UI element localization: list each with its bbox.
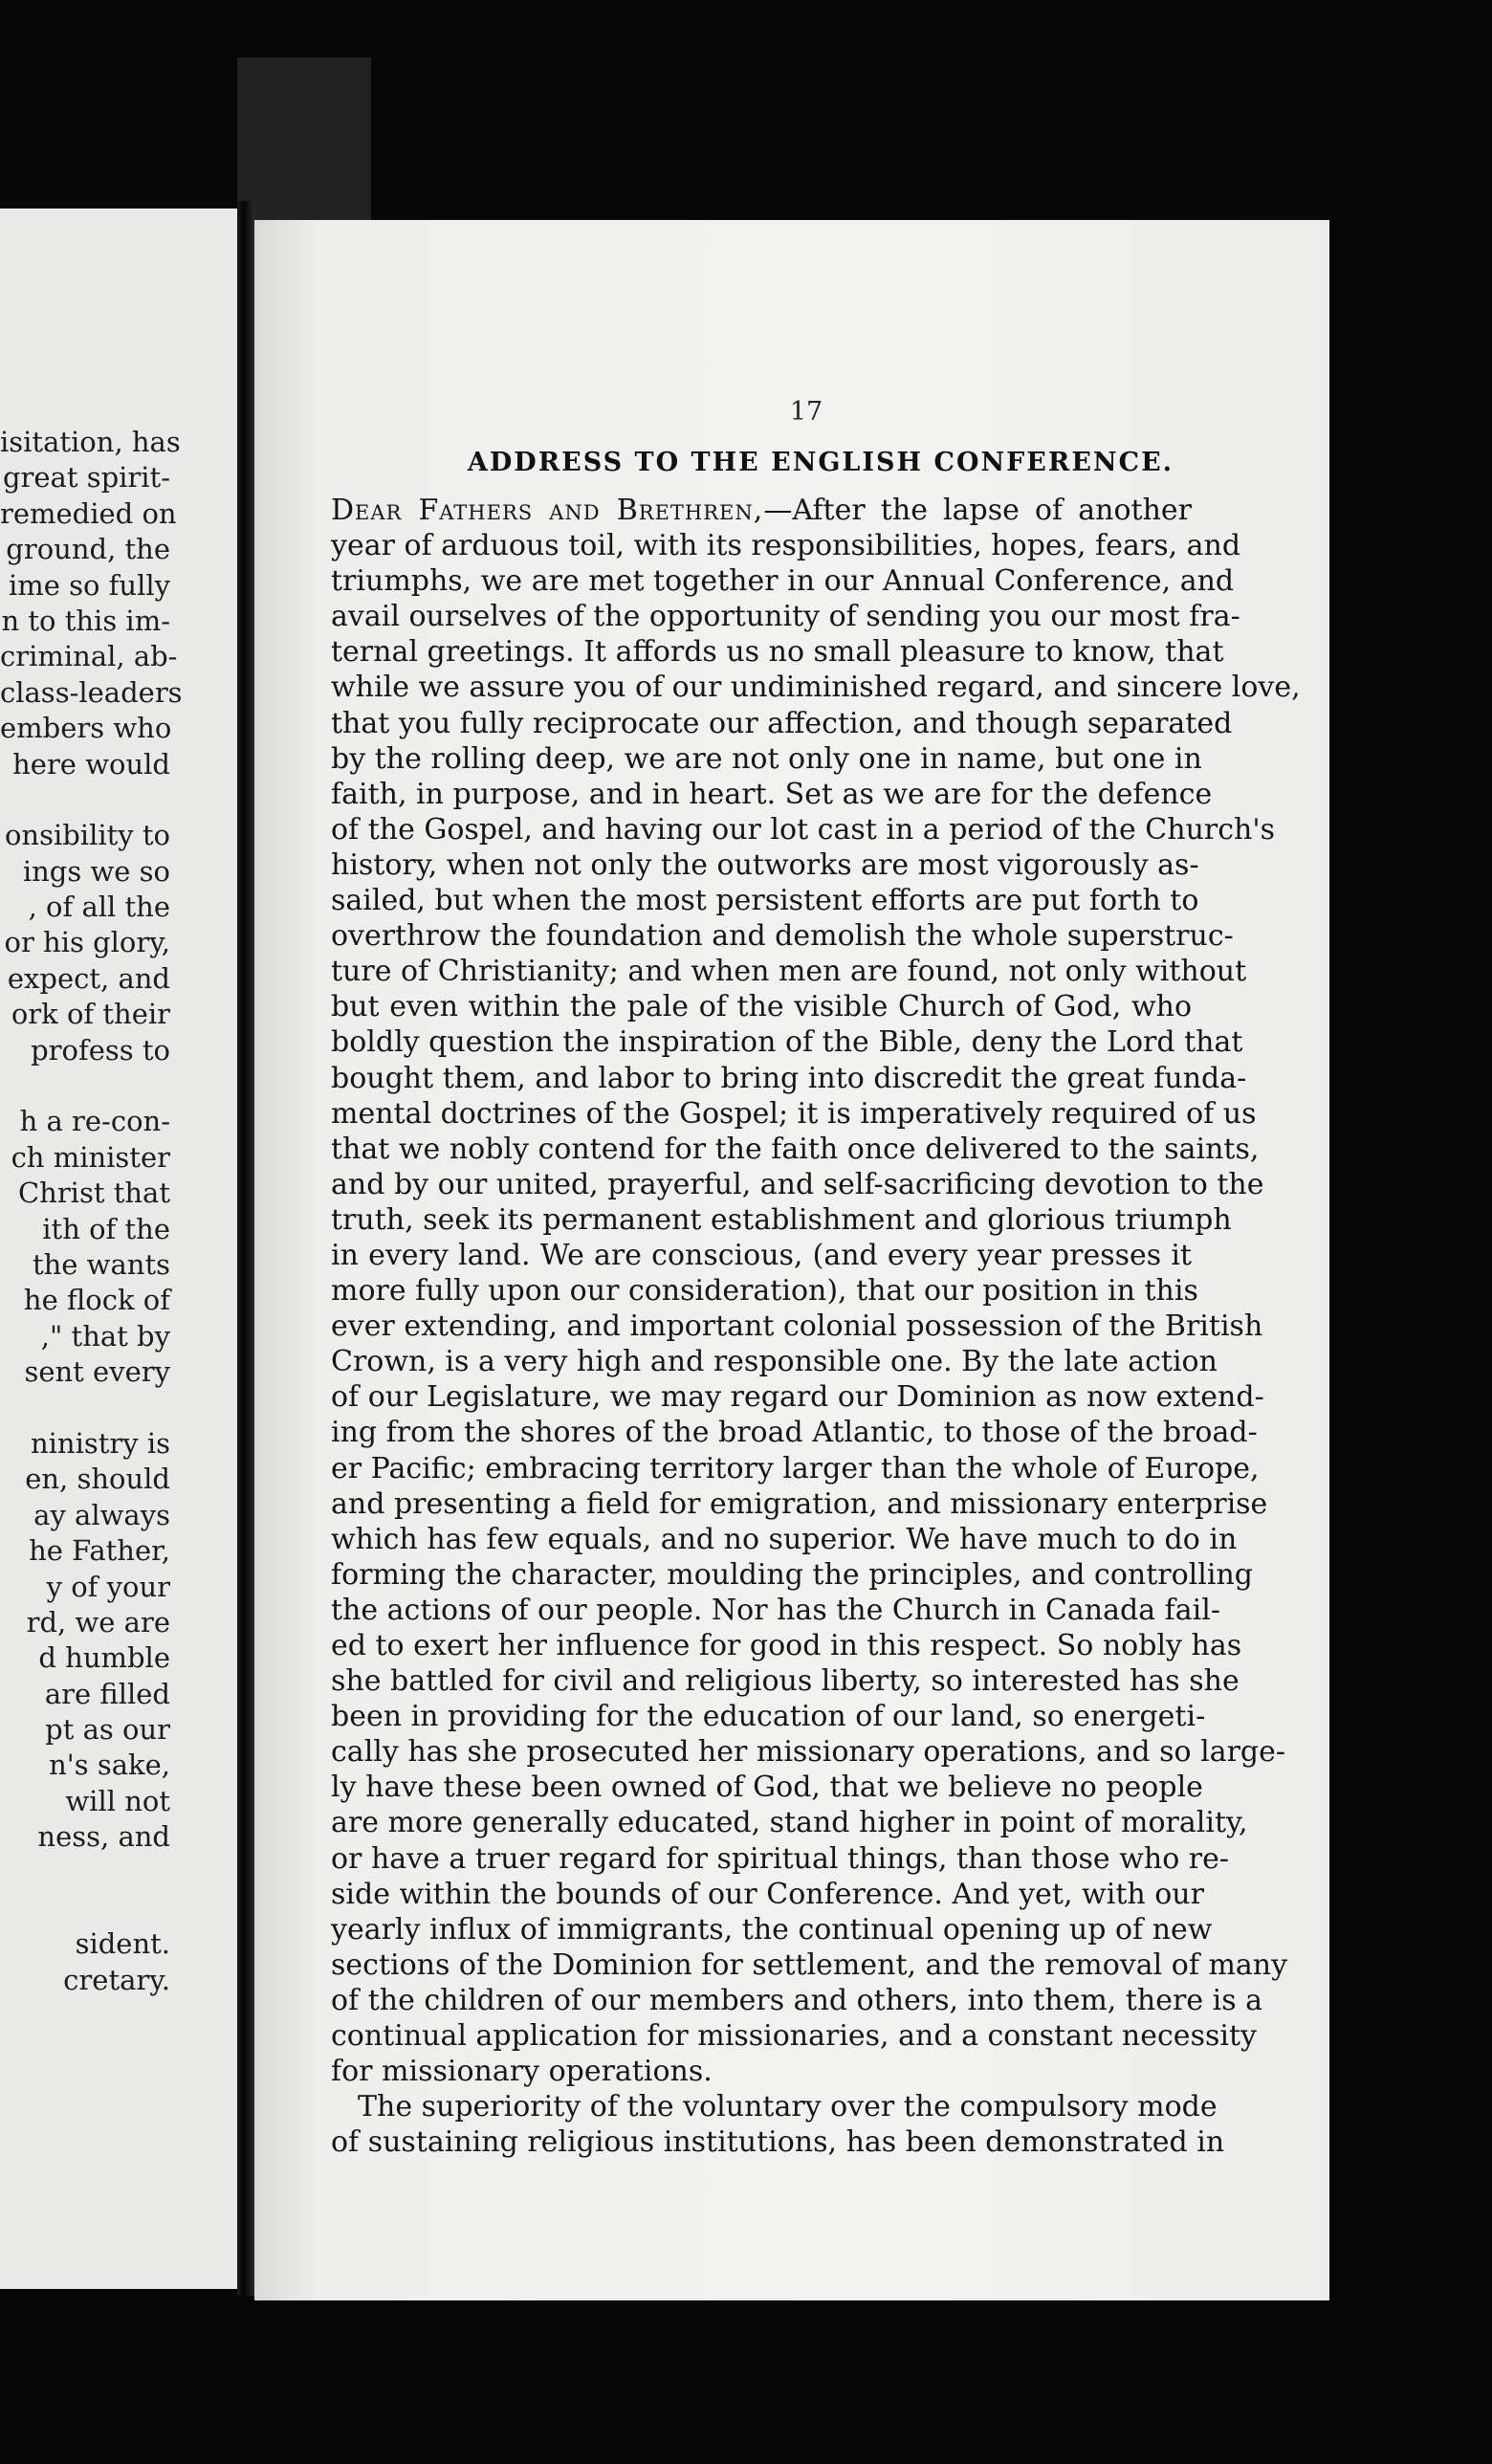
left-page-line: ninistry is [30,1426,170,1460]
left-page-line: y of your [46,1570,170,1603]
text-line: forming the character, moulding the principles, and controlling [331,1557,1253,1592]
left-page-line: profess to [31,1033,170,1067]
page-number: 17 [789,397,823,427]
left-page-line: pt as our [45,1713,170,1747]
text-line: been in providing for the education of our land, so energeti- [331,1700,1206,1734]
left-page-line [0,1391,237,1426]
text-line: overthrow the foundation and demolish the whole superstruc- [331,919,1234,954]
left-page-line: cretary. [63,1963,170,1996]
left-page-line: ork of their [11,998,170,1031]
left-page-line: h a re-con- [19,1105,170,1138]
text-line: and by our united, prayerful, and self-sacrificing devotion to the [331,1167,1264,1201]
left-page-line: the wants [32,1247,170,1281]
text-line: of sustaining religious institutions, has been demonstrated in [331,2125,1225,2160]
text-line: history, when not only the outworks are most vigorously as- [331,847,1199,882]
text-line: she battled for civil and religious liberty, so interested has she [331,1664,1240,1699]
left-page-line: here would [12,747,170,781]
left-page-line: he flock of [23,1284,170,1317]
left-page-line [0,1856,237,1891]
text-line: er Pacific; embracing territory larger than the whole of Europe, [331,1451,1260,1485]
text-line: more fully upon our consideration), that our position in this [331,1274,1198,1309]
text-line: bought them, and labor to bring into discredit the great funda- [331,1061,1247,1095]
text-line: boldly question the inspiration of the Bible, deny the Lord that [331,1025,1243,1060]
book-gutter [237,201,254,2296]
left-page-line: n's sake, [49,1749,170,1782]
text-line: ture of Christianity; and when men are found, not only without [331,955,1247,989]
left-page-line: criminal, ab- [0,640,178,673]
text-line: The superiority of the voluntary over the compulsory mode [358,2090,1218,2124]
salutation: Dear Fathers and Brethren, [331,494,764,527]
left-page-line: class-leaders [0,675,183,709]
left-page-line: isitation, has [0,426,181,458]
text-line: which has few equals, and no superior. We have much to do in [331,1522,1238,1556]
text-line: mental doctrines of the Gospel; it is imperatively required of us [331,1096,1257,1131]
left-page-line: ime so fully [8,568,170,602]
left-page-line: en, should [25,1463,170,1496]
text-line: but even within the pale of the visible Church of God, who [331,990,1192,1024]
left-page-line: rd, we are [26,1605,170,1639]
left-page-line: n to this im- [1,604,170,637]
text-line: continual application for missionaries, and a constant necessity [331,2019,1257,2054]
left-page-line [0,1891,237,1926]
text-line: sailed, but when the most persistent efforts are put forth to [331,884,1199,918]
left-page-text [0,425,237,1998]
left-page-line: sident. [75,1927,170,1961]
text-line: Crown, is a very high and responsible one. By the late action [331,1345,1218,1379]
text-line: sections of the Dominion for settlement, and the removal of many [331,1947,1288,1982]
text-line: that you fully reciprocate our affection, and though separated [331,706,1233,740]
book-binding-top [237,57,371,230]
text-line [331,493,1192,528]
left-page-line [0,1068,237,1104]
left-page-line: remedied on [0,496,177,530]
left-page-line: Christ that [17,1177,170,1210]
left-page-line: ay always [33,1498,170,1531]
left-page-line: sent every [24,1355,170,1389]
left-page-line: , of all the [28,891,170,924]
text-line: yearly influx of immigrants, the continual opening up of new [331,1912,1213,1947]
text-line: of the Gospel, and having our lot cast in a period of the Church's [331,812,1275,847]
left-page-line: he Father, [29,1534,170,1568]
text-line: ing from the shores of the broad Atlantic, to those of the broad- [331,1416,1258,1450]
text-line: the actions of our people. Nor has the Church in Canada fail- [331,1593,1220,1627]
left-page-line: ings we so [22,854,170,888]
left-page-line: d humble [38,1641,170,1675]
text-line: avail ourselves of the opportunity of sending you our most fra- [331,600,1240,634]
text-line: or have a truer regard for spiritual things, than those who re- [331,1841,1230,1876]
text-line: truth, seek its permanent establishment and glorious triumph [331,1202,1232,1237]
text-line: faith, in purpose, and in heart. Set as we are for the defence [331,777,1213,811]
text-line: in every land. We are conscious, (and every year presses it [331,1238,1192,1272]
text-line: and presenting a field for emigration, and missionary enterprise [331,1486,1268,1521]
body-text [331,493,1301,2160]
left-page-line: ith of the [42,1212,170,1245]
text-line: of the children of our members and others, into them, there is a [331,1983,1263,2017]
left-page-line: or his glory, [4,926,170,959]
left-page-line: onsibility to [4,819,170,852]
text-line: year of arduous toil, with its responsibilities, hopes, fears, and [331,529,1241,563]
page-heading: ADDRESS TO THE ENGLISH CONFERENCE. [467,448,1174,477]
left-page-line: embers who [0,712,172,745]
text-line-rest: —After the lapse of another [763,494,1193,527]
text-line: while we assure you of our undiminished regard, and sincere love, [331,671,1301,705]
text-line: are more generally educated, stand higher in point of morality, [331,1806,1248,1840]
text-line: ed to exert her influence for good in this respect. So nobly has [331,1629,1242,1662]
text-line: by the rolling deep, we are not only one in name, but one in [331,741,1202,776]
left-page-line: expect, and [7,961,170,995]
text-line: for missionary operations. [331,2055,713,2089]
text-line: of our Legislature, we may regard our Dominion as now extend- [331,1380,1264,1415]
left-page-line: ch minister [11,1140,170,1174]
left-page-line: ground, the [6,533,170,566]
left-page-line: ," that by [40,1319,170,1353]
left-page-line: ness, and [37,1820,170,1854]
text-line: side within the bounds of our Conference. And yet, with our [331,1877,1204,1911]
text-line: ever extending, and important colonial possession of the British [331,1309,1263,1344]
left-page-line [0,782,237,818]
text-line: ly have these been owned of God, that we believe no people [331,1771,1203,1805]
text-line: triumphs, we are met together in our Annual Conference, and [331,564,1235,599]
left-page-line: will not [65,1784,170,1817]
left-page-line: great spirit- [2,461,170,495]
text-line: ternal greetings. It affords us no small pleasure to know, that [331,635,1224,670]
left-page [0,209,237,2289]
text-line: cally has she prosecuted her missionary operations, and so large- [331,1735,1286,1770]
text-line: that we nobly contend for the faith once delivered to the saints, [331,1132,1260,1166]
right-page [254,220,1329,2300]
left-page-line: are filled [44,1677,170,1710]
